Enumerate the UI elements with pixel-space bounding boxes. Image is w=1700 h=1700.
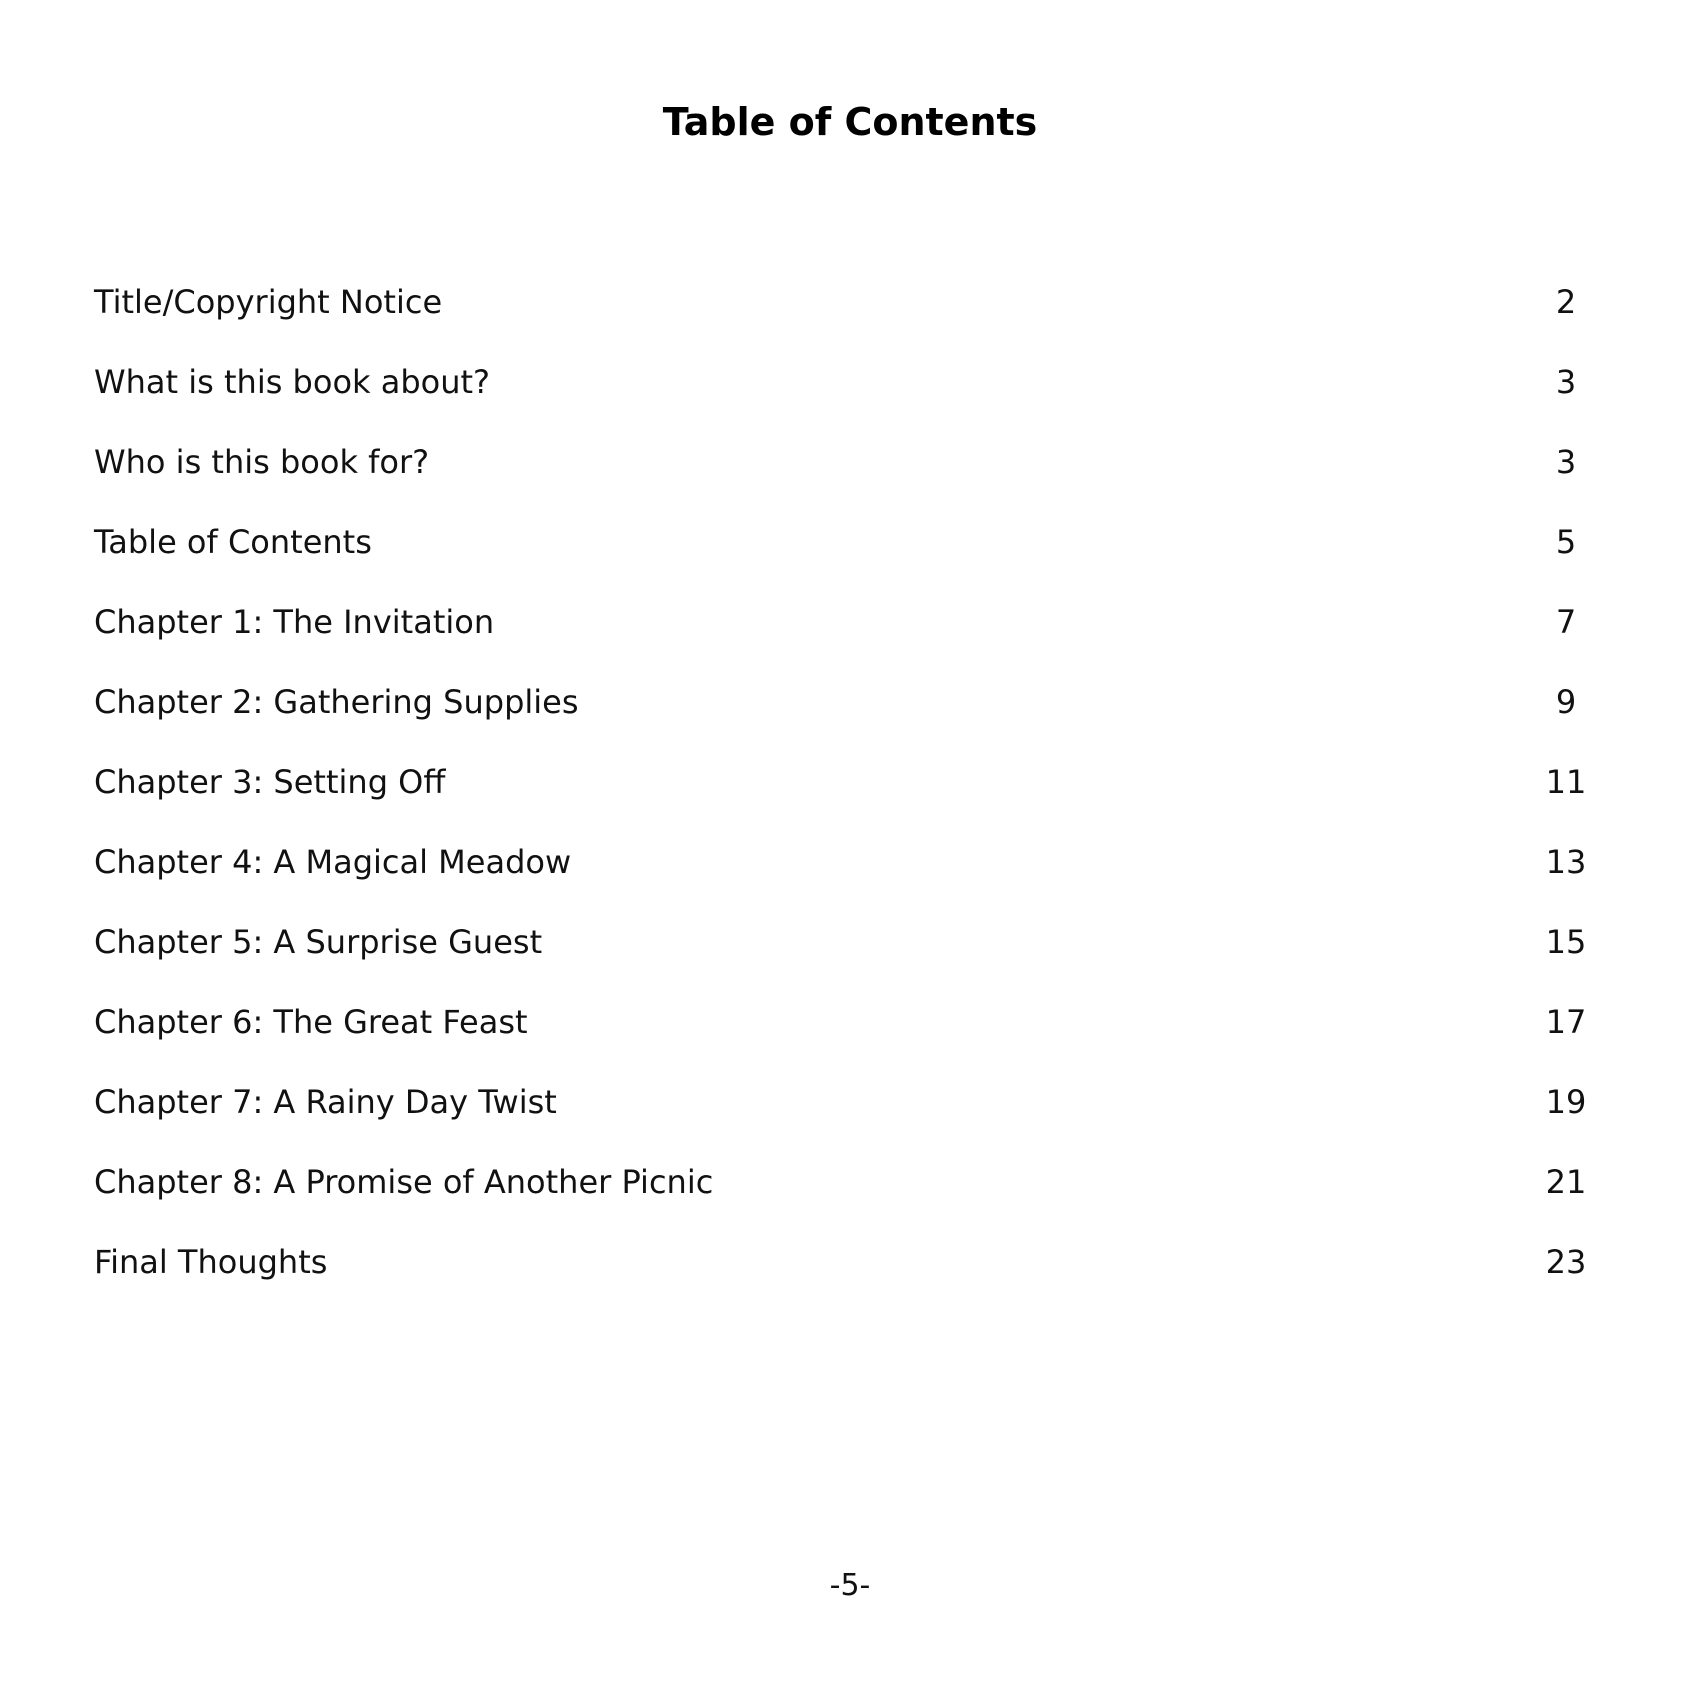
toc-entry-title: Chapter 3: Setting Off xyxy=(94,763,446,801)
toc-entry-page-number: 21 xyxy=(1545,1163,1587,1201)
toc-entry-page-number: 13 xyxy=(1545,843,1587,881)
toc-entry-title: Chapter 2: Gathering Supplies xyxy=(94,683,579,721)
toc-entry xyxy=(94,1222,1606,1302)
toc-entry-page-number: 3 xyxy=(1555,443,1577,481)
toc-entry-page-number: 17 xyxy=(1545,1003,1587,1041)
toc-entry-title: Final Thoughts xyxy=(94,1243,328,1281)
toc-entry xyxy=(94,582,1606,662)
toc-entry-page-number: 15 xyxy=(1545,923,1587,961)
toc-entry-page-number: 7 xyxy=(1555,603,1577,641)
toc-entry-title: Chapter 1: The Invitation xyxy=(94,603,495,641)
toc-entry-page-number: 2 xyxy=(1555,283,1577,321)
toc-entry-page-number: 3 xyxy=(1555,363,1577,401)
toc-entry-title: Chapter 6: The Great Feast xyxy=(94,1003,528,1041)
footer-page-number: -5- xyxy=(829,1568,871,1603)
toc-entry xyxy=(94,502,1606,582)
toc-entry xyxy=(94,1142,1606,1222)
toc-entry-page-number: 19 xyxy=(1545,1083,1587,1121)
toc-entry xyxy=(94,662,1606,742)
toc-entry-page-number: 11 xyxy=(1545,763,1587,801)
toc-entry xyxy=(94,342,1606,422)
toc-entry xyxy=(94,742,1606,822)
toc-entry xyxy=(94,982,1606,1062)
page-title: Table of Contents xyxy=(662,100,1038,144)
toc-entry-title: Title/Copyright Notice xyxy=(94,283,443,321)
toc-entry xyxy=(94,902,1606,982)
toc-entry-title: What is this book about? xyxy=(94,363,491,401)
toc-entry-title: Chapter 4: A Magical Meadow xyxy=(94,843,572,881)
toc-entry-title: Who is this book for? xyxy=(94,443,430,481)
toc-entry xyxy=(94,822,1606,902)
toc-entry-page-number: 9 xyxy=(1555,683,1577,721)
toc-entry-title: Chapter 7: A Rainy Day Twist xyxy=(94,1083,557,1121)
toc-entry-title: Chapter 8: A Promise of Another Picnic xyxy=(94,1163,714,1201)
toc-entry xyxy=(94,262,1606,342)
toc-entry xyxy=(94,1062,1606,1142)
toc-entry-title: Chapter 5: A Surprise Guest xyxy=(94,923,543,961)
toc-list xyxy=(94,262,1606,1302)
toc-entry-title: Table of Contents xyxy=(94,523,372,561)
toc-entry xyxy=(94,422,1606,502)
toc-entry-page-number: 5 xyxy=(1555,523,1577,561)
toc-entry-page-number: 23 xyxy=(1545,1243,1587,1281)
